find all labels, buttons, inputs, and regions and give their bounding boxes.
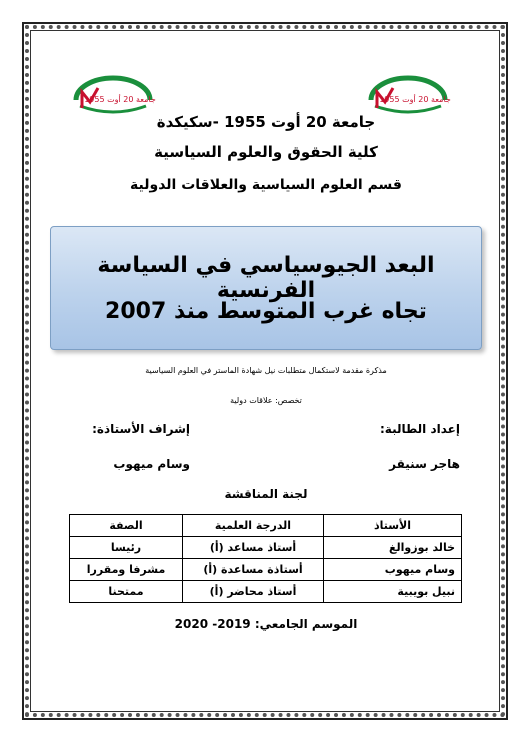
department-name: قسم العلوم السياسية والعلاقات الدولية (130, 177, 402, 193)
jury-member-rank: أستاذ مساعد (أ) (183, 537, 324, 559)
jury-header-professor: الأستاذ (324, 515, 462, 537)
jury-table (69, 514, 462, 603)
jury-member-rank: أستاذ محاضر (أ) (183, 581, 324, 603)
jury-header-rank: الدرجة العلمية (183, 515, 324, 537)
memo-statement: مذكرة مقدمة لاستكمال متطلبات نيل شهادة الماستر في العلوم السياسية (145, 366, 387, 375)
academic-year: الموسم الجامعي: 2019- 2020 (174, 617, 358, 631)
jury-table-header-row (70, 515, 462, 537)
university-name: جامعة 20 أوت 1955 -سكيكدة (156, 113, 376, 131)
table-row (70, 537, 462, 559)
logo-left-text: جامعة 20 أوت 1955 (84, 95, 156, 104)
table-row (70, 581, 462, 603)
jury-member-name: وسام ميهوب (324, 559, 462, 581)
faculty-name: كلية الحقوق والعلوم السياسية (154, 143, 378, 161)
jury-header-role: الصفة (70, 515, 183, 537)
thesis-title-line2: تجاه غرب المتوسط منذ 2007 (105, 299, 427, 324)
supervisor-name: وسام ميهوب (113, 457, 190, 471)
thesis-title-line1: البعد الجيوسياسي في السياسة الفرنسية (97, 253, 435, 303)
logo-right-text: جامعة 20 أوت 1955 (379, 95, 451, 104)
thesis-title-box (50, 226, 482, 350)
student-name: هاجر سنيقر (389, 457, 460, 471)
supervisor-label: إشراف الأستاذة: (92, 422, 190, 436)
jury-member-role: مشرفا ومقررا (70, 559, 183, 581)
jury-member-role: ممتحنا (70, 581, 183, 603)
specialty-line: تخصص: علاقات دولية (230, 396, 302, 405)
table-row (70, 559, 462, 581)
jury-member-rank: أستاذة مساعدة (أ) (183, 559, 324, 581)
jury-member-role: رئيسا (70, 537, 183, 559)
committee-title: لجنة المناقشة (224, 487, 308, 501)
jury-member-name: خالد بوزوالغ (324, 537, 462, 559)
prepared-by-label: إعداد الطالبة: (380, 422, 460, 436)
jury-member-name: نبيل بويبية (324, 581, 462, 603)
